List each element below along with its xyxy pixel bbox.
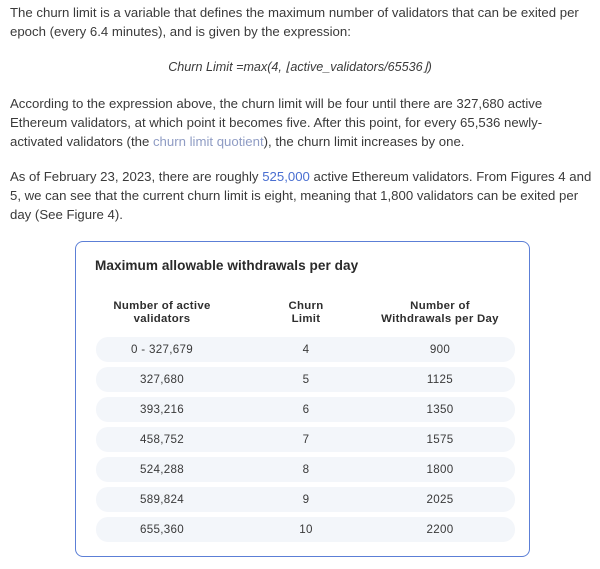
header-withdrawals-per-day bbox=[370, 300, 510, 326]
cell-validators: 589,824 bbox=[139, 493, 184, 506]
churn-limit-quotient-link[interactable]: churn limit quotient bbox=[152, 134, 264, 149]
cell-validators: 0 - 327,679 bbox=[131, 343, 193, 356]
cell-validators: 327,680 bbox=[139, 373, 184, 386]
para2-text-before: According to the expression above, the churn limit will be four until there are 327,680 active Ethereum validators, at which point it becomes five. After this point, for every 65,536 newly-activated validators (the bbox=[10, 96, 543, 149]
cell-validators: 524,288 bbox=[139, 463, 184, 476]
header-churn-limit bbox=[266, 300, 346, 326]
table-row bbox=[96, 427, 515, 452]
header-line: Number of bbox=[410, 300, 470, 312]
cell-validators: 458,752 bbox=[139, 433, 184, 446]
table-row bbox=[96, 487, 515, 512]
cell-churn-limit: 7 bbox=[302, 433, 310, 446]
para3-text-before: As of February 23, 2023, there are roughly bbox=[10, 169, 263, 184]
cell-withdrawals: 900 bbox=[429, 343, 451, 356]
cell-churn-limit: 6 bbox=[302, 403, 310, 416]
withdrawals-table-card bbox=[75, 241, 530, 557]
header-line: Limit bbox=[291, 313, 321, 325]
cell-withdrawals: 1575 bbox=[426, 433, 454, 446]
cell-withdrawals: 2200 bbox=[426, 523, 454, 536]
intro-paragraph: The churn limit is a variable that defines the maximum number of validators that can be exited per epoch (every 6.4 minutes), and is given by the expression: bbox=[10, 5, 579, 39]
cell-withdrawals: 2025 bbox=[426, 493, 454, 506]
churn-explanation-paragraph bbox=[10, 94, 594, 151]
para3-text-after: active Ethereum validators. From Figures 4 and 5, we can see that the current churn limit is eight, meaning that 1,800 validators can be exited per day (See Figure 4). bbox=[10, 169, 592, 222]
para2-text-after: ), the churn limit increases by one. bbox=[263, 134, 465, 149]
validator-count-link[interactable]: 525,000 bbox=[262, 169, 310, 184]
table-row bbox=[96, 337, 515, 362]
churn-limit-formula: Churn Limit =max(4, ⌊active_validators/65536⌋) bbox=[168, 60, 432, 74]
cell-churn-limit: 4 bbox=[302, 343, 310, 356]
table-row bbox=[96, 457, 515, 482]
header-line: validators bbox=[133, 313, 191, 325]
validator-count-paragraph bbox=[10, 167, 594, 224]
cell-validators: 393,216 bbox=[139, 403, 184, 416]
cell-validators: 655,360 bbox=[139, 523, 184, 536]
cell-churn-limit: 9 bbox=[302, 493, 310, 506]
cell-churn-limit: 5 bbox=[302, 373, 310, 386]
table-row bbox=[96, 397, 515, 422]
header-line: Churn bbox=[288, 300, 324, 312]
table-row bbox=[96, 517, 515, 542]
header-line: Withdrawals per Day bbox=[381, 313, 499, 325]
header-line: Number of active bbox=[113, 300, 211, 312]
cell-withdrawals: 1350 bbox=[426, 403, 454, 416]
table-title: Maximum allowable withdrawals per day bbox=[95, 258, 359, 273]
cell-churn-limit: 8 bbox=[302, 463, 310, 476]
cell-churn-limit: 10 bbox=[299, 523, 313, 536]
cell-withdrawals: 1800 bbox=[426, 463, 454, 476]
table-row bbox=[96, 367, 515, 392]
header-active-validators bbox=[96, 300, 228, 326]
cell-withdrawals: 1125 bbox=[426, 373, 454, 386]
